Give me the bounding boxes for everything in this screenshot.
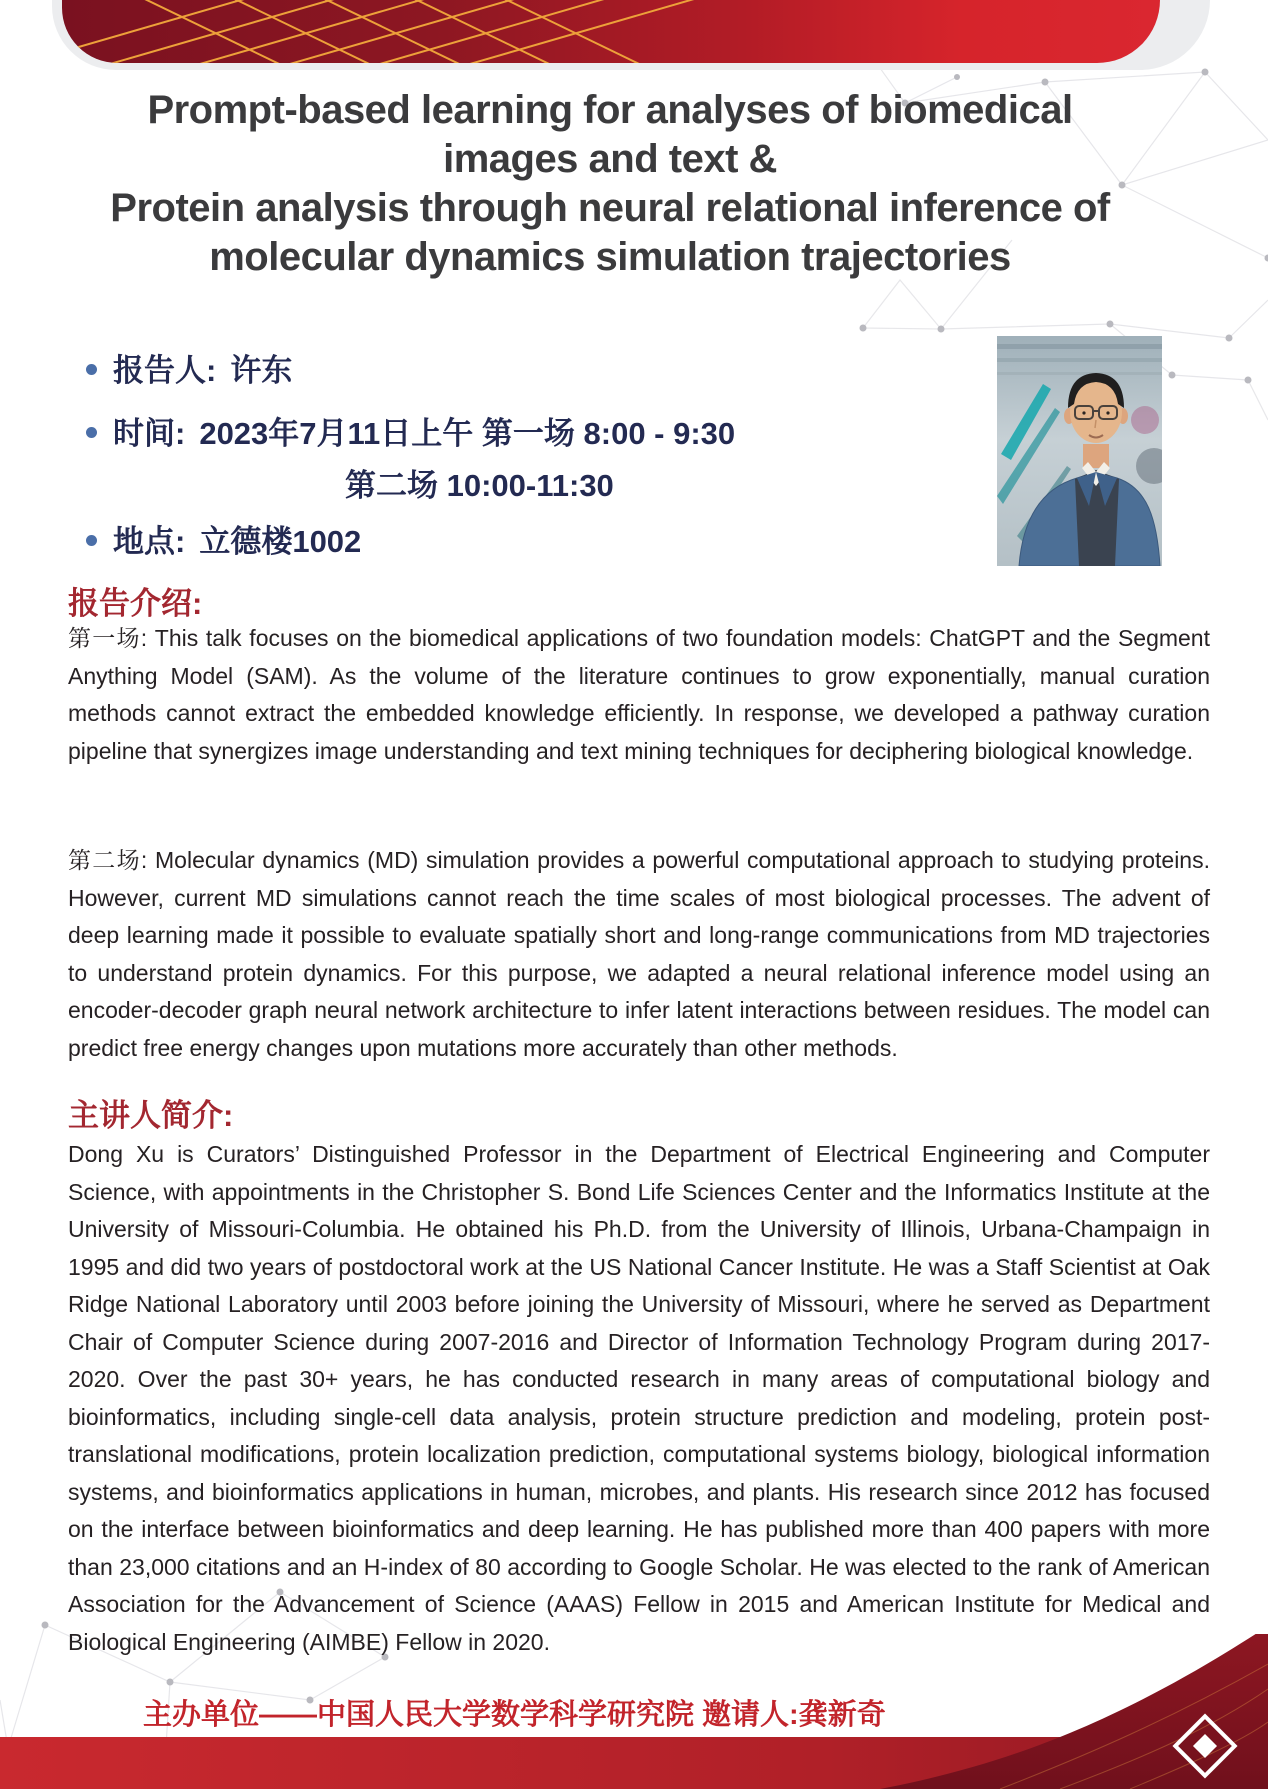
title-line: molecular dynamics simulation trajectories <box>209 235 1011 279</box>
detail-time-line2: 第二场 10:00-11:30 <box>345 468 614 503</box>
detail-time <box>86 408 735 453</box>
title-line: images and text & <box>443 137 777 181</box>
bullet-icon <box>86 427 97 438</box>
abstract-paragraph-2: 第二场: Molecular dynamics (MD) simulation provides a powerful computational approach to studying proteins. However, current MD simulations cannot reach the time scales of most biological processes. The advent of deep learning made it possible to evaluate spatially short and long-range communications from MD trajectories to understand protein dynamics. For this purpose, we adapted a neural relational inference model using an encoder-decoder graph neural network architecture to infer latent interactions between residues. The model can predict free energy changes upon mutations more accurately than other methods. <box>68 847 1210 1061</box>
bio-heading: 主讲人简介: <box>68 1098 234 1133</box>
title-line: Prompt-based learning for analyses of biomedical <box>147 88 1073 132</box>
speaker-value: 许东 <box>230 353 293 388</box>
time-value: 2023年7月11日上午 第一场 8:00 - 9:30 <box>199 416 736 451</box>
abstract-heading: 报告介绍: <box>68 586 203 621</box>
bio-paragraph: Dong Xu is Curators’ Distinguished Professor in the Department of Electrical Engineering and Computer Science, with appointments in the Christopher S. Bond Life Sciences Center and the Informatics Institute at the University of Missouri-Columbia. He obtained his Ph.D. from the University of Illinois, Urbana-Champaign in 1995 and did two years of postdoctoral work at the US National Cancer Institute. He was a Staff Scientist at Oak Ridge National Laboratory until 2003 before joining the University of Missouri, where he served as Department Chair of Computer Science during 2007-2016 and Director of Information Technology Program during 2017-2020. Over the past 30+ years, he has conducted research in many areas of computational biology and bioinformatics, including single-cell data analysis, protein structure prediction and modeling, protein post-translational modifications, protein localization prediction, computational systems biology, biological information systems, and bioinformatics applications in human, microbes, and plants. His research since 2012 has focused on the interface between bioinformatics and deep learning. He has published more than 400 papers with more than 23,000 citations and an H-index of 80 according to Google Scholar. He was elected to the rank of American Association for the Advancement of Science (AAAS) Fellow in 2015 and American Institute for Medical and Biological Engineering (AIMBE) Fellow in 2020. <box>68 1141 1210 1655</box>
time-label: 时间: <box>113 416 186 451</box>
detail-location <box>86 516 361 561</box>
location-label: 地点: <box>113 524 186 559</box>
bullet-icon <box>86 364 97 375</box>
top-banner <box>62 0 1160 63</box>
title-line: Protein analysis through neural relational inference of <box>110 186 1110 230</box>
detail-speaker <box>86 345 292 390</box>
bullet-icon <box>86 535 97 546</box>
abstract-paragraph-1: 第一场: This talk focuses on the biomedical applications of two foundation models: ChatGPT and the Segment Anything Model (SAM). As the volume of the literature continues to grow exponentially, manual curation methods cannot extract the embedded knowledge efficiently. In response, we developed a pathway curation pipeline that synergizes image understanding and text mining techniques for deciphering biological knowledge. <box>68 625 1210 764</box>
speaker-photo <box>997 336 1162 566</box>
organizer-line: 主办单位——中国人民大学数学科学研究院 邀请人:龚新奇 <box>143 1699 886 1731</box>
speaker-label: 报告人: <box>113 353 217 388</box>
location-value: 立德楼1002 <box>199 524 362 559</box>
gold-chevron-pattern <box>62 0 1160 63</box>
poster-title <box>0 86 1220 282</box>
